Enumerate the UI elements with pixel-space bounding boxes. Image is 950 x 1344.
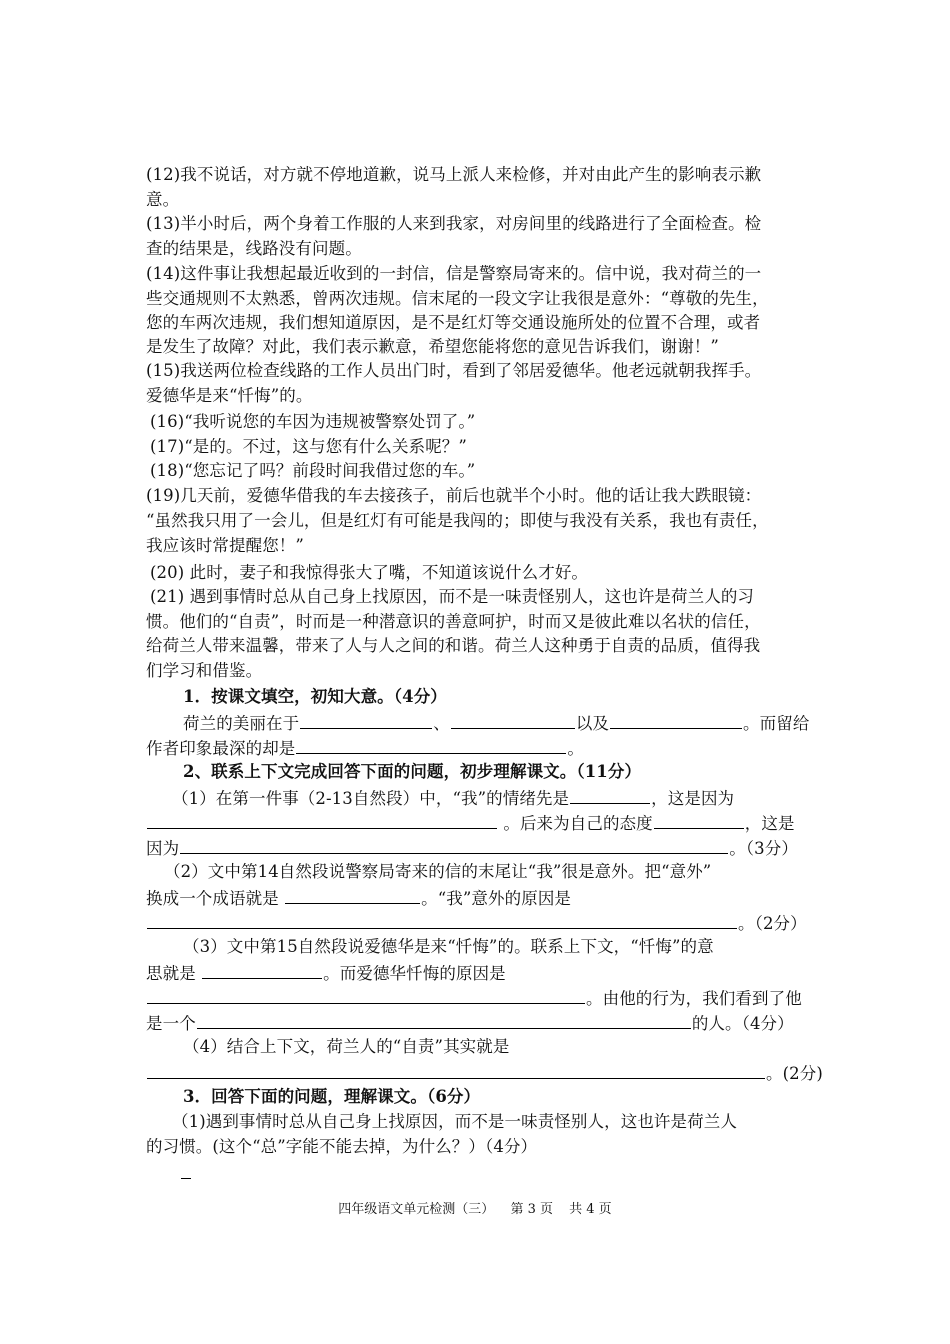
q2-sub3-text-c: 。而爱德华忏悔的原因是	[323, 964, 506, 983]
q2-sub2-line-3	[146, 910, 807, 937]
q2-sub2-text-d: 。（2分）	[738, 914, 807, 933]
q3-sub1-line-2: 的习惯。(这个“总”字能不能去掉，为什么？）（4分）	[146, 1137, 538, 1156]
q2-sub1-text-b: ，这是因为	[651, 789, 735, 808]
q2-sub1-text-a: （1）在第一件事（2-13自然段）中，“我”的情绪先是	[172, 789, 570, 808]
q2-sub2-line-1: （2）文中第14自然段说警察局寄来的信的末尾让“我”很是意外。把“意外”	[164, 862, 712, 881]
q2-sub2-line-2	[146, 885, 571, 912]
q2-sub3-line-3	[146, 985, 802, 1012]
q2-sub3-blank-3[interactable]	[197, 1010, 691, 1029]
q2-sub2-text-c: 。“我”意外的原因是	[421, 889, 572, 908]
question-1-line-2	[146, 735, 584, 762]
q2-sub4-text-b: 。(2分)	[766, 1064, 823, 1083]
q2-sub2-blank-1[interactable]	[285, 885, 420, 904]
para-15-line-1: (15)我送两位检查线路的工作人员出门时，看到了邻居爱德华。他老远就朝我挥手。	[146, 361, 762, 380]
q2-sub4-line-1: （4）结合上下文，荷兰人的“自责”其实就是	[183, 1037, 510, 1056]
question-1-line-1	[183, 710, 809, 737]
q2-sub1-line-1	[172, 785, 734, 812]
q1-answer-blank-4[interactable]	[296, 735, 566, 754]
q2-sub3-text-f: 的人。（4分）	[691, 1014, 794, 1033]
q2-sub1-blank-3[interactable]	[654, 810, 744, 829]
footer-total-pages: 共 4 页	[569, 1202, 612, 1217]
para-21-line-3: 给荷兰人带来温馨，带来了人与人之间的和谐。荷兰人这种勇于自责的品质，值得我	[146, 636, 761, 655]
para-19-line-3: 我应该时常提醒您！”	[146, 536, 304, 555]
page-footer	[0, 1198, 950, 1217]
q1-text-d: 。而留给	[743, 714, 810, 733]
para-17: (17)“是的。不过，这与您有什么关系呢？”	[150, 437, 467, 456]
q1-answer-blank-3[interactable]	[610, 710, 742, 729]
para-14-line-4: 是发生了故障？对此，我们表示歉意，希望您能将您的意见告诉我们，谢谢！”	[146, 337, 719, 356]
q2-sub1-line-3	[146, 835, 798, 862]
para-19-line-1: (19)几天前，爱德华借我的车去接孩子，前后也就半个小时。他的话让我大跌眼镜：	[146, 486, 762, 505]
para-13-line-1: (13)半小时后，两个身着工作服的人来到我家，对房间里的线路进行了全面检查。检	[146, 214, 762, 233]
q2-sub1-text-d: ，这是	[744, 814, 795, 833]
para-21-line-2: 惯。他们的“自责”，时而是一种潜意识的善意呵护，时而又是彼此难以名状的信任，	[146, 612, 761, 631]
q2-sub3-text-e: 是一个	[146, 1014, 196, 1033]
q3-sub1-line-1: （1)遇到事情时总从自己身上找原因，而不是一味责怪别人，这也许是荷兰人	[172, 1112, 737, 1131]
para-14-line-1: (14)这件事让我想起最近收到的一封信，信是警察局寄来的。信中说，我对荷兰的一	[146, 264, 762, 283]
q2-sub4-blank-1[interactable]	[147, 1060, 765, 1079]
footer-page-number: 第 3 页	[510, 1202, 553, 1217]
answer-line-mark	[181, 1178, 191, 1179]
para-16: (16)“我听说您的车因为违规被警察处罚了。”	[150, 412, 476, 431]
para-14-line-3: 您的车两次违规，我们想知道原因，是不是红灯等交通设施所处的位置不合理，或者	[146, 313, 761, 332]
q2-sub1-text-f: 。（3分）	[729, 839, 798, 858]
para-20: (20) 此时，妻子和我惊得张大了嘴，不知道该说什么才好。	[150, 563, 589, 582]
q1-text-e: 作者印象最深的却是	[146, 739, 296, 758]
para-19-line-2: “虽然我只用了一会儿，但是红灯有可能是我闯的；即使与我没有关系，我也有责任，	[146, 511, 769, 530]
q2-sub1-blank-1[interactable]	[570, 785, 650, 804]
q1-answer-blank-2[interactable]	[451, 710, 575, 729]
para-12-line-1: (12)我不说话，对方就不停地道歉，说马上派人来检修，并对由此产生的影响表示歉	[146, 165, 762, 184]
para-13-line-2: 查的结果是，线路没有问题。	[146, 239, 362, 258]
q1-text-a: 荷兰的美丽在于	[183, 714, 300, 733]
q2-sub4-line-2	[146, 1060, 823, 1087]
q2-sub1-blank-4[interactable]	[180, 835, 728, 854]
q1-answer-blank-1[interactable]	[300, 710, 432, 729]
q2-sub3-blank-1[interactable]	[202, 960, 322, 979]
q2-sub1-line-2	[146, 810, 795, 837]
q2-sub1-blank-2[interactable]	[147, 810, 497, 829]
footer-title: 四年级语文单元检测（三）	[338, 1202, 495, 1217]
para-18: (18)“您忘记了吗？前段时间我借过您的车。”	[150, 461, 476, 480]
q1-text-b: 、	[433, 714, 450, 733]
question-3-title: 3．回答下面的问题，理解课文。（6分）	[183, 1087, 481, 1106]
q1-text-f: 。	[567, 739, 585, 758]
para-12-line-2: 意。	[146, 190, 180, 209]
q2-sub3-line-1: （3）文中第15自然段说爱德华是来“忏悔”的。联系上下文，“忏悔”的意	[183, 937, 714, 956]
q2-sub3-line-2	[146, 960, 506, 987]
q2-sub3-text-b: 思就是	[146, 964, 202, 983]
para-15-line-2: 爱德华是来“忏悔”的。	[146, 386, 313, 405]
para-21-line-4: 们学习和借鉴。	[146, 661, 263, 680]
q1-text-c: 以及	[575, 714, 610, 733]
question-2-title: 2、联系上下文完成回答下面的问题，初步理解课文。（11分）	[183, 762, 642, 781]
q2-sub3-text-d: 。由他的行为，我们看到了他	[586, 989, 802, 1008]
q2-sub3-line-4	[146, 1010, 794, 1037]
para-14-line-2: 些交通规则不太熟悉，曾两次违规。信末尾的一段文字让我很是意外：“尊敬的先生，	[146, 289, 769, 308]
q2-sub1-text-c: 。后来为自己的态度	[498, 814, 653, 833]
question-1-title: 1．按课文填空，初知大意。（4分）	[183, 687, 447, 706]
q2-sub2-blank-2[interactable]	[147, 910, 737, 929]
q2-sub1-text-e: 因为	[146, 839, 180, 858]
q2-sub3-blank-2[interactable]	[147, 985, 585, 1004]
para-21-line-1: (21) 遇到事情时总从自己身上找原因，而不是一味责怪别人，这也许是荷兰人的习	[150, 587, 755, 606]
q2-sub2-text-b: 换成一个成语就是	[146, 889, 285, 908]
